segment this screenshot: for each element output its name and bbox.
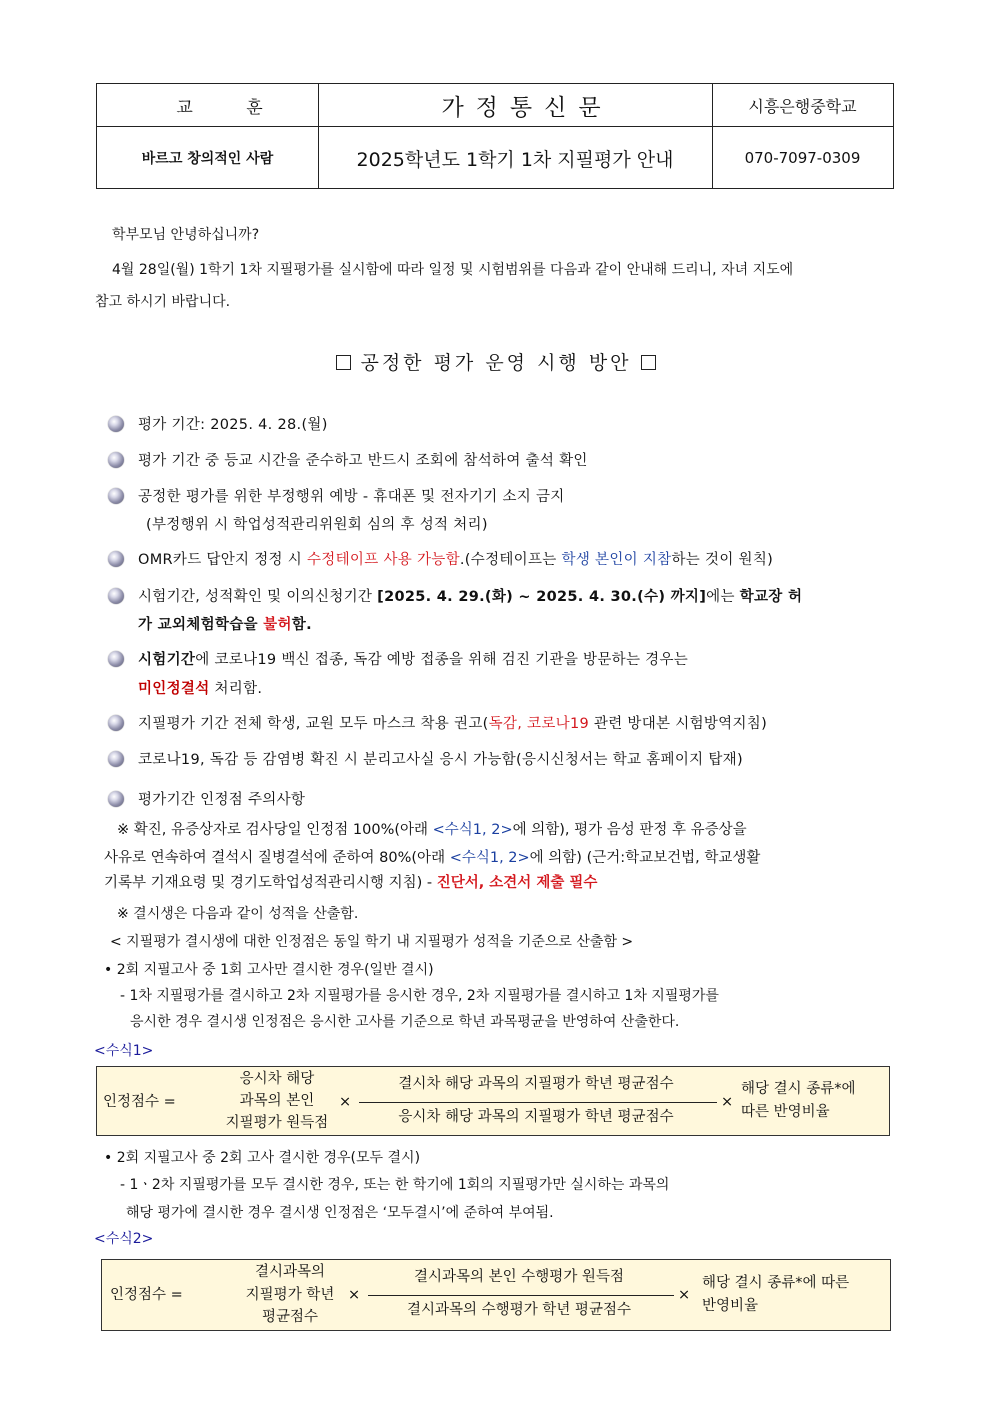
formula-1-ratio-b: 따른 반영비율 — [741, 1104, 830, 1120]
formula-1-ratio-a: 해당 결시 종류*에 — [741, 1081, 856, 1097]
times-icon: × — [348, 1287, 361, 1303]
note-line-2: 사유로 연속하여 결석시 질병결석에 준하여 80%(아래 <수식1, 2>에 의함) (근거:학교보건법, 학교생활 — [104, 850, 761, 866]
formula-2-lhs: 인정점수 = — [110, 1287, 183, 1303]
formula-2-term-a1: 결시과목의 — [254, 1264, 326, 1280]
sphere-bullet-icon — [108, 791, 124, 807]
formula-1-term-a2: 과목의 본인 — [239, 1093, 315, 1109]
item-mask: 지필평가 기간 전체 학생, 교원 모두 마스크 착용 권고(독감, 코로나19 관련 방대본 시험방역지침) — [138, 716, 768, 732]
note-absent-rule: < 지필평가 결시생에 대한 인정점은 동일 학기 내 지필평가 성적을 기준으로 산출함 > — [110, 934, 634, 950]
sphere-bullet-icon — [108, 588, 124, 604]
item-eval-period: 평가 기간: 2025. 4. 28.(월) — [138, 417, 328, 433]
times-icon: × — [339, 1094, 352, 1110]
item-cheating-note: (부정행위 시 학업성적관리위원회 심의 후 성적 처리) — [146, 517, 488, 533]
item-field-trip-cont: 가 교외체험학습을 불허함. — [138, 617, 312, 633]
formula-2-numerator: 결시과목의 본인 수행평가 원득점 — [414, 1269, 624, 1285]
greeting: 학부모님 안녕하십니까? — [112, 227, 260, 243]
formula-2-label: <수식2> — [94, 1231, 154, 1247]
item-omr: OMR카드 답안지 정정 시 수정테이프 사용 가능함.(수정테이프는 학생 본인이 지참하는 것이 원칙) — [138, 552, 774, 568]
sphere-bullet-icon — [108, 651, 124, 667]
checkbox-square-icon — [641, 355, 656, 370]
motto-label: 교 훈 — [176, 97, 287, 118]
times-icon: × — [678, 1287, 691, 1303]
times-icon: × — [721, 1094, 734, 1110]
formula-2-denominator: 결시과목의 수행평가 학년 평균점수 — [407, 1302, 631, 1318]
item-recognition-notes: 평가기간 인정점 주의사항 — [138, 792, 306, 808]
formula-2-term-a3: 평균점수 — [261, 1309, 319, 1325]
item-vaccination-cont: 미인정결석 처리함. — [138, 681, 263, 697]
sphere-bullet-icon — [108, 416, 124, 432]
notice-title: 2025학년도 1학기 1차 지필평가 안내 — [356, 148, 674, 171]
item-isolation-room: 코로나19, 독감 등 감염병 확진 시 분리고사실 응시 가능함(응시신청서는 학교 홈페이지 탑재) — [138, 752, 743, 768]
formula-1-term-a3: 지필평가 원득점 — [225, 1115, 329, 1131]
note-line-3: 기록부 기재요령 및 경기도학업성적관리시행 지침) - 진단서, 소견서 제출 필수 — [104, 875, 598, 891]
formula-2-ratio-b: 반영비율 — [702, 1298, 759, 1314]
paper-title: 가정통신문 — [441, 94, 613, 121]
phone-number: 070-7097-0309 — [744, 149, 861, 167]
fraction-bar — [359, 1102, 717, 1103]
note-case-1-detail-b: 응시한 경우 결시생 인정점은 응시한 고사를 기준으로 학년 과목평균을 반영하여 산출한다. — [130, 1014, 680, 1030]
sphere-bullet-icon — [108, 452, 124, 468]
sphere-bullet-icon — [108, 551, 124, 567]
item-cheating-prevention: 공정한 평가를 위한 부정행위 예방 - 휴대폰 및 전자기기 소지 금지 — [138, 489, 565, 505]
note-case-2-detail-b: 해당 평가에 결시한 경우 결시생 인정점은 ‘모두결시’에 준하여 부여됨. — [126, 1205, 554, 1221]
school-name: 시흥은행중학교 — [748, 96, 857, 116]
intro-line-2: 참고 하시기 바랍니다. — [95, 294, 231, 310]
note-case-2: • 2회 지필고사 중 2회 고사 결시한 경우(모두 결시) — [104, 1150, 421, 1166]
item-attendance: 평가 기간 중 등교 시간을 준수하고 반드시 조회에 참석하여 출석 확인 — [138, 453, 588, 469]
section-title — [0, 348, 992, 375]
note-line-1: ※ 확진, 유증상자로 검사당일 인정점 100%(아래 <수식1, 2>에 의함), 평가 음성 판정 후 유증상을 — [117, 822, 747, 838]
formula-2-box — [101, 1259, 891, 1331]
sphere-bullet-icon — [108, 488, 124, 504]
formula-1-label: <수식1> — [94, 1043, 154, 1059]
item-vaccination: 시험기간에 코로나19 백신 접종, 독감 예방 접종을 위해 검진 기관을 방문하는 경우는 — [138, 652, 689, 668]
sphere-bullet-icon — [108, 751, 124, 767]
sphere-bullet-icon — [108, 715, 124, 731]
note-case-2-detail-a: - 1ㆍ2차 지필평가를 모두 결시한 경우, 또는 한 학기에 1회의 지필평가만 실시하는 과목의 — [120, 1177, 670, 1193]
school-motto: 바르고 창의적인 사람 — [141, 151, 274, 167]
formula-1-denominator: 응시차 해당 과목의 지필평가 학년 평균점수 — [398, 1109, 674, 1125]
formula-2-term-a2: 지필평가 학년 — [245, 1287, 335, 1303]
section-title-text: 공정한 평가 운영 시행 방안 — [360, 352, 632, 374]
header-table — [96, 83, 894, 189]
fraction-bar — [368, 1295, 674, 1296]
note-case-1: • 2회 지필고사 중 1회 고사만 결시한 경우(일반 결시) — [104, 962, 434, 978]
formula-1-numerator: 결시차 해당 과목의 지필평가 학년 평균점수 — [398, 1076, 674, 1092]
formula-2-ratio-a: 해당 결시 종류*에 따른 — [702, 1275, 850, 1291]
note-absent-calc: ※ 결시생은 다음과 같이 성적을 산출함. — [117, 906, 359, 922]
formula-1-term-a1: 응시차 해당 — [239, 1071, 315, 1087]
formula-1-box — [96, 1066, 890, 1136]
checkbox-square-icon — [336, 355, 351, 370]
item-field-trip: 시험기간, 성적확인 및 이의신청기간 [2025. 4. 29.(화) ~ 2025. 4. 30.(수) 까지]에는 학교장 허 — [138, 589, 803, 605]
formula-1-lhs: 인정점수 = — [103, 1094, 176, 1110]
note-case-1-detail-a: - 1차 지필평가를 결시하고 2차 지필평가를 응시한 경우, 2차 지필평가를 결시하고 1차 지필평가를 — [120, 988, 719, 1004]
intro-line-1: 4월 28일(월) 1학기 1차 지필평가를 실시함에 따라 일정 및 시험범위를 다음과 같이 안내해 드리니, 자녀 지도에 — [112, 262, 794, 278]
